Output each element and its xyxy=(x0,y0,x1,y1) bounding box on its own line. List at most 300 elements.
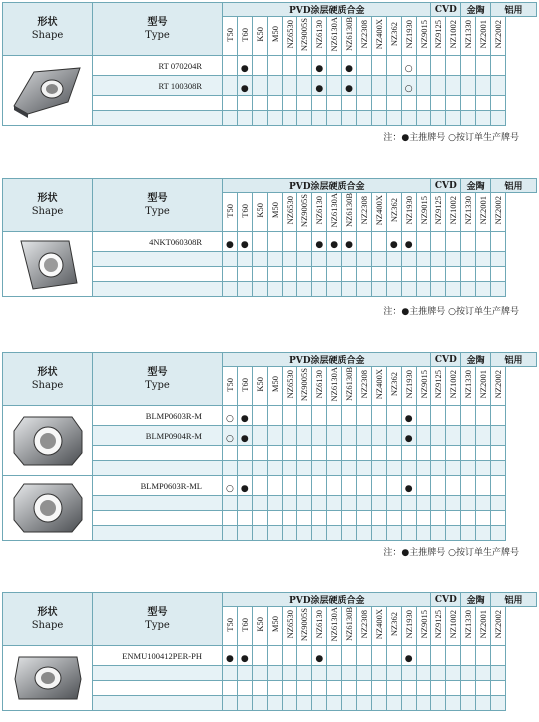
grade-mark: ● xyxy=(240,84,249,95)
grade-mark-cell xyxy=(342,76,357,96)
grade-empty-cell xyxy=(491,111,506,126)
grade-mark: ● xyxy=(330,240,339,251)
grade-empty-cell xyxy=(476,696,491,711)
grade-empty-cell xyxy=(461,56,476,76)
grade-empty-cell xyxy=(312,282,327,297)
spec-table xyxy=(2,178,537,297)
grade-column-header: NZ6130B xyxy=(342,607,357,646)
grade-empty-cell xyxy=(297,426,312,446)
grade-mark: ● xyxy=(315,84,324,95)
grade-empty-cell xyxy=(431,696,446,711)
grade-empty-cell xyxy=(476,282,491,297)
grade-empty-cell xyxy=(357,666,372,681)
grade-empty-cell xyxy=(476,111,491,126)
grade-empty-cell xyxy=(476,232,491,252)
grade-empty-cell xyxy=(431,446,446,461)
grade-column-header: NZ9005S xyxy=(297,193,312,232)
grade-column-header: NZ6130 xyxy=(312,193,327,232)
grade-empty-cell xyxy=(297,446,312,461)
grade-mark: ● xyxy=(226,240,234,251)
grade-empty-cell xyxy=(386,76,401,96)
table-row xyxy=(3,406,537,426)
grade-empty-cell xyxy=(252,666,267,681)
grade-empty-cell xyxy=(223,282,238,297)
grade-group-header: CVD xyxy=(431,179,461,193)
insert-rt-icon xyxy=(3,56,93,126)
grade-group-header: CVD xyxy=(431,3,461,17)
grade-empty-cell xyxy=(431,56,446,76)
grade-empty-cell xyxy=(357,526,372,541)
grade-empty-cell xyxy=(282,446,297,461)
grade-empty-cell xyxy=(282,511,297,526)
grade-mark-cell xyxy=(342,232,357,252)
grade-empty-cell xyxy=(252,511,267,526)
grade-empty-cell xyxy=(237,511,252,526)
grade-empty-cell xyxy=(416,267,431,282)
grade-empty-cell xyxy=(416,461,431,476)
grade-empty-cell xyxy=(297,496,312,511)
insert-enmu-icon xyxy=(3,646,93,711)
grade-empty-cell xyxy=(267,232,282,252)
grade-empty-cell xyxy=(267,476,282,496)
grade-empty-cell xyxy=(312,406,327,426)
grade-column-header: K50 xyxy=(252,193,267,232)
grade-column-header: K50 xyxy=(252,607,267,646)
grade-column-header: NZ6530 xyxy=(282,607,297,646)
grade-empty-cell xyxy=(401,252,416,267)
grade-empty-cell xyxy=(416,111,431,126)
grade-column-header: NZ6130B xyxy=(342,367,357,406)
grade-empty-cell xyxy=(446,232,461,252)
grade-empty-cell xyxy=(282,461,297,476)
grade-empty-cell xyxy=(267,111,282,126)
grade-empty-cell xyxy=(416,496,431,511)
grade-column-header: NZ1930 xyxy=(401,193,416,232)
grade-empty-cell xyxy=(223,511,238,526)
grade-group-header: 金陶 xyxy=(461,3,491,17)
grade-empty-cell xyxy=(476,56,491,76)
grade-empty-cell xyxy=(461,406,476,426)
grade-empty-cell xyxy=(491,406,506,426)
grade-empty-cell xyxy=(267,56,282,76)
grade-empty-cell xyxy=(491,526,506,541)
grade-empty-cell xyxy=(401,111,416,126)
grade-empty-cell xyxy=(476,496,491,511)
grade-mark-cell xyxy=(237,56,252,76)
grade-group-header: 金陶 xyxy=(461,179,491,193)
grade-empty-cell xyxy=(446,76,461,96)
type-cell xyxy=(93,446,223,461)
grade-empty-cell xyxy=(297,232,312,252)
grade-empty-cell xyxy=(491,696,506,711)
grade-empty-cell xyxy=(252,681,267,696)
grade-empty-cell xyxy=(371,496,386,511)
grade-empty-cell xyxy=(312,496,327,511)
grade-empty-cell xyxy=(446,476,461,496)
grade-empty-cell xyxy=(267,511,282,526)
grade-empty-cell xyxy=(267,666,282,681)
grade-empty-cell xyxy=(357,56,372,76)
type-cell xyxy=(93,96,223,111)
grade-column-header: NZ362 xyxy=(386,607,401,646)
grade-column-header: NZ2001 xyxy=(476,17,491,56)
grade-empty-cell xyxy=(386,96,401,111)
grade-empty-cell xyxy=(327,681,342,696)
grade-empty-cell xyxy=(446,461,461,476)
grade-mark-cell xyxy=(237,426,252,446)
grade-empty-cell xyxy=(416,96,431,111)
grade-empty-cell xyxy=(461,446,476,461)
grade-empty-cell xyxy=(371,76,386,96)
grade-column-header: NZ1002 xyxy=(446,367,461,406)
grade-empty-cell xyxy=(416,426,431,446)
grade-empty-cell xyxy=(282,232,297,252)
grade-column-header: NZ6130B xyxy=(342,193,357,232)
grade-empty-cell xyxy=(371,252,386,267)
grade-mark-cell xyxy=(401,476,416,496)
grade-empty-cell xyxy=(252,267,267,282)
grade-empty-cell xyxy=(491,496,506,511)
spec-table-block xyxy=(2,352,537,541)
legend-note: 注：●主推牌号 ○按订单生产牌号 xyxy=(383,133,519,143)
grade-empty-cell xyxy=(297,252,312,267)
grade-empty-cell xyxy=(252,96,267,111)
grade-empty-cell xyxy=(431,282,446,297)
grade-empty-cell xyxy=(476,267,491,282)
grade-empty-cell xyxy=(223,111,238,126)
grade-empty-cell xyxy=(282,496,297,511)
insert-4nkt-icon xyxy=(3,232,93,297)
grade-empty-cell xyxy=(386,526,401,541)
grade-mark: ● xyxy=(240,654,249,665)
grade-mark-cell xyxy=(223,426,238,446)
grade-column-header: NZ9005S xyxy=(297,17,312,56)
grade-mark: ● xyxy=(226,654,234,665)
grade-empty-cell xyxy=(312,681,327,696)
grade-empty-cell xyxy=(327,666,342,681)
grade-empty-cell xyxy=(297,526,312,541)
grade-mark: ● xyxy=(389,240,398,251)
grade-mark: ● xyxy=(404,484,413,495)
grade-empty-cell xyxy=(312,526,327,541)
grade-empty-cell xyxy=(476,526,491,541)
grade-group-header: 铝用 xyxy=(491,593,537,607)
grade-column-header: T50 xyxy=(223,193,238,232)
grade-empty-cell xyxy=(401,461,416,476)
type-cell: RT 100308R xyxy=(93,76,223,96)
grade-empty-cell xyxy=(312,267,327,282)
grade-empty-cell xyxy=(476,646,491,666)
grade-empty-cell xyxy=(357,426,372,446)
grade-mark-cell xyxy=(312,56,327,76)
grade-empty-cell xyxy=(357,76,372,96)
grade-empty-cell xyxy=(386,511,401,526)
grade-empty-cell xyxy=(342,666,357,681)
grade-mark-cell xyxy=(223,406,238,426)
grade-empty-cell xyxy=(267,526,282,541)
grade-empty-cell xyxy=(431,232,446,252)
grade-column-header: NZ6530 xyxy=(282,367,297,406)
grade-empty-cell xyxy=(491,646,506,666)
grade-empty-cell xyxy=(386,696,401,711)
grade-column-header: T60 xyxy=(237,367,252,406)
type-cell xyxy=(93,666,223,681)
grade-empty-cell xyxy=(223,461,238,476)
type-cell xyxy=(93,496,223,511)
grade-column-header: M50 xyxy=(267,193,282,232)
grade-empty-cell xyxy=(237,111,252,126)
grade-empty-cell xyxy=(357,446,372,461)
grade-empty-cell xyxy=(252,446,267,461)
grade-empty-cell xyxy=(446,252,461,267)
grade-empty-cell xyxy=(491,252,506,267)
grade-empty-cell xyxy=(267,496,282,511)
grade-empty-cell xyxy=(357,681,372,696)
grade-empty-cell xyxy=(252,461,267,476)
grade-empty-cell xyxy=(327,461,342,476)
grade-empty-cell xyxy=(252,696,267,711)
grade-empty-cell xyxy=(297,111,312,126)
grade-empty-cell xyxy=(446,426,461,446)
grade-empty-cell xyxy=(297,511,312,526)
grade-empty-cell xyxy=(446,446,461,461)
spec-table-block xyxy=(2,178,537,297)
grade-empty-cell xyxy=(401,96,416,111)
type-cell: RT 070204R xyxy=(93,56,223,76)
grade-column-header: NZ2002 xyxy=(491,367,506,406)
grade-empty-cell xyxy=(416,526,431,541)
grade-empty-cell xyxy=(357,282,372,297)
grade-empty-cell xyxy=(252,111,267,126)
grade-empty-cell xyxy=(223,267,238,282)
grade-empty-cell xyxy=(371,446,386,461)
type-header: 型号 Type xyxy=(93,179,223,232)
grade-empty-cell xyxy=(342,526,357,541)
grade-empty-cell xyxy=(237,252,252,267)
grade-empty-cell xyxy=(357,496,372,511)
grade-column-header: NZ2002 xyxy=(491,607,506,646)
type-cell xyxy=(93,252,223,267)
grade-empty-cell xyxy=(446,696,461,711)
grade-empty-cell xyxy=(491,96,506,111)
grade-empty-cell xyxy=(297,282,312,297)
grade-column-header: NZ2001 xyxy=(476,193,491,232)
grade-column-header: NZ9005S xyxy=(297,367,312,406)
grade-column-header: NZ2001 xyxy=(476,367,491,406)
grade-empty-cell xyxy=(461,252,476,267)
grade-mark-cell xyxy=(312,76,327,96)
grade-empty-cell xyxy=(327,96,342,111)
grade-empty-cell xyxy=(267,267,282,282)
grade-empty-cell xyxy=(357,646,372,666)
grade-empty-cell xyxy=(491,446,506,461)
type-cell xyxy=(93,511,223,526)
grade-empty-cell xyxy=(357,111,372,126)
grade-column-header: NZ1930 xyxy=(401,367,416,406)
grade-empty-cell xyxy=(416,476,431,496)
grade-mark: ○ xyxy=(404,84,413,95)
grade-empty-cell xyxy=(431,461,446,476)
grade-mark-cell xyxy=(401,406,416,426)
grade-empty-cell xyxy=(386,461,401,476)
grade-group-header: 金陶 xyxy=(461,593,491,607)
grade-column-header: NZ2002 xyxy=(491,193,506,232)
grade-empty-cell xyxy=(342,496,357,511)
grade-empty-cell xyxy=(267,96,282,111)
grade-empty-cell xyxy=(401,282,416,297)
grade-column-header: NZ1330 xyxy=(461,607,476,646)
grade-column-header: NZ2001 xyxy=(476,607,491,646)
grade-column-header: NZ9125 xyxy=(431,367,446,406)
grade-empty-cell xyxy=(357,267,372,282)
grade-empty-cell xyxy=(461,426,476,446)
grade-empty-cell xyxy=(223,76,238,96)
grade-empty-cell xyxy=(312,666,327,681)
grade-empty-cell xyxy=(252,282,267,297)
grade-empty-cell xyxy=(327,476,342,496)
grade-column-header: NZ400X xyxy=(371,193,386,232)
grade-empty-cell xyxy=(223,252,238,267)
grade-empty-cell xyxy=(386,646,401,666)
grade-empty-cell xyxy=(461,526,476,541)
grade-empty-cell xyxy=(386,56,401,76)
type-cell xyxy=(93,111,223,126)
grade-empty-cell xyxy=(327,526,342,541)
grade-empty-cell xyxy=(371,282,386,297)
grade-mark: ● xyxy=(240,484,249,495)
grade-column-header: NZ6530 xyxy=(282,17,297,56)
grade-column-header: NZ362 xyxy=(386,193,401,232)
grade-empty-cell xyxy=(476,446,491,461)
grade-empty-cell xyxy=(223,56,238,76)
grade-empty-cell xyxy=(401,696,416,711)
grade-empty-cell xyxy=(342,282,357,297)
grade-empty-cell xyxy=(252,56,267,76)
grade-group-header: PVD涂层硬质合金 xyxy=(223,3,431,17)
grade-empty-cell xyxy=(223,696,238,711)
grade-column-header: NZ6130 xyxy=(312,367,327,406)
shape-header: 形状 Shape xyxy=(3,3,93,56)
grade-empty-cell xyxy=(297,267,312,282)
grade-mark: ● xyxy=(404,434,413,445)
grade-empty-cell xyxy=(371,56,386,76)
grade-empty-cell xyxy=(282,696,297,711)
grade-column-header: NZ2308 xyxy=(357,367,372,406)
type-cell: BLMP0603R-M xyxy=(93,406,223,426)
grade-empty-cell xyxy=(252,252,267,267)
grade-empty-cell xyxy=(491,461,506,476)
grade-empty-cell xyxy=(371,426,386,446)
grade-empty-cell xyxy=(267,461,282,476)
grade-empty-cell xyxy=(431,681,446,696)
grade-column-header: NZ9125 xyxy=(431,607,446,646)
grade-empty-cell xyxy=(491,267,506,282)
grade-empty-cell xyxy=(342,406,357,426)
grade-mark: ● xyxy=(315,64,324,75)
grade-empty-cell xyxy=(431,96,446,111)
grade-empty-cell xyxy=(282,252,297,267)
grade-empty-cell xyxy=(267,681,282,696)
grade-mark-cell xyxy=(312,646,327,666)
grade-column-header: M50 xyxy=(267,17,282,56)
spec-table xyxy=(2,352,537,541)
grade-empty-cell xyxy=(342,681,357,696)
grade-mark: ● xyxy=(240,64,249,75)
grade-column-header: NZ400X xyxy=(371,607,386,646)
grade-empty-cell xyxy=(282,76,297,96)
grade-empty-cell xyxy=(476,511,491,526)
grade-empty-cell xyxy=(252,526,267,541)
grade-empty-cell xyxy=(342,696,357,711)
grade-empty-cell xyxy=(237,526,252,541)
grade-column-header: NZ9015 xyxy=(416,193,431,232)
grade-empty-cell xyxy=(327,696,342,711)
grade-empty-cell xyxy=(223,496,238,511)
grade-empty-cell xyxy=(297,696,312,711)
grade-empty-cell xyxy=(342,646,357,666)
grade-empty-cell xyxy=(282,282,297,297)
grade-empty-cell xyxy=(282,476,297,496)
grade-empty-cell xyxy=(282,681,297,696)
grade-empty-cell xyxy=(327,282,342,297)
grade-empty-cell xyxy=(267,76,282,96)
grade-empty-cell xyxy=(476,406,491,426)
grade-empty-cell xyxy=(357,476,372,496)
grade-group-header: 铝用 xyxy=(491,3,537,17)
grade-mark-cell xyxy=(342,56,357,76)
grade-empty-cell xyxy=(431,526,446,541)
grade-empty-cell xyxy=(386,666,401,681)
grade-empty-cell xyxy=(371,526,386,541)
grade-empty-cell xyxy=(282,111,297,126)
grade-empty-cell xyxy=(297,56,312,76)
grade-empty-cell xyxy=(297,666,312,681)
type-cell xyxy=(93,461,223,476)
grade-empty-cell xyxy=(461,666,476,681)
grade-group-header: 金陶 xyxy=(461,353,491,367)
grade-empty-cell xyxy=(416,56,431,76)
grade-mark: ● xyxy=(345,84,353,95)
grade-empty-cell xyxy=(237,461,252,476)
grade-empty-cell xyxy=(461,232,476,252)
grade-column-header: NZ2308 xyxy=(357,607,372,646)
grade-empty-cell xyxy=(252,406,267,426)
grade-empty-cell xyxy=(327,267,342,282)
grade-mark: ● xyxy=(404,654,413,665)
grade-empty-cell xyxy=(461,646,476,666)
table-row xyxy=(3,476,537,496)
grade-empty-cell xyxy=(297,646,312,666)
grade-empty-cell xyxy=(371,96,386,111)
grade-empty-cell xyxy=(491,666,506,681)
grade-column-header: NZ400X xyxy=(371,367,386,406)
grade-empty-cell xyxy=(446,666,461,681)
grade-column-header: NZ1330 xyxy=(461,193,476,232)
grade-empty-cell xyxy=(371,666,386,681)
grade-empty-cell xyxy=(267,252,282,267)
grade-empty-cell xyxy=(342,446,357,461)
grade-empty-cell xyxy=(237,282,252,297)
grade-mark: ● xyxy=(315,654,324,665)
grade-group-header: PVD涂层硬质合金 xyxy=(223,353,431,367)
grade-empty-cell xyxy=(476,96,491,111)
grade-empty-cell xyxy=(252,496,267,511)
grade-column-header: T60 xyxy=(237,607,252,646)
grade-column-header: T60 xyxy=(237,193,252,232)
grade-empty-cell xyxy=(371,646,386,666)
grade-mark: ● xyxy=(404,414,413,425)
grade-empty-cell xyxy=(267,446,282,461)
